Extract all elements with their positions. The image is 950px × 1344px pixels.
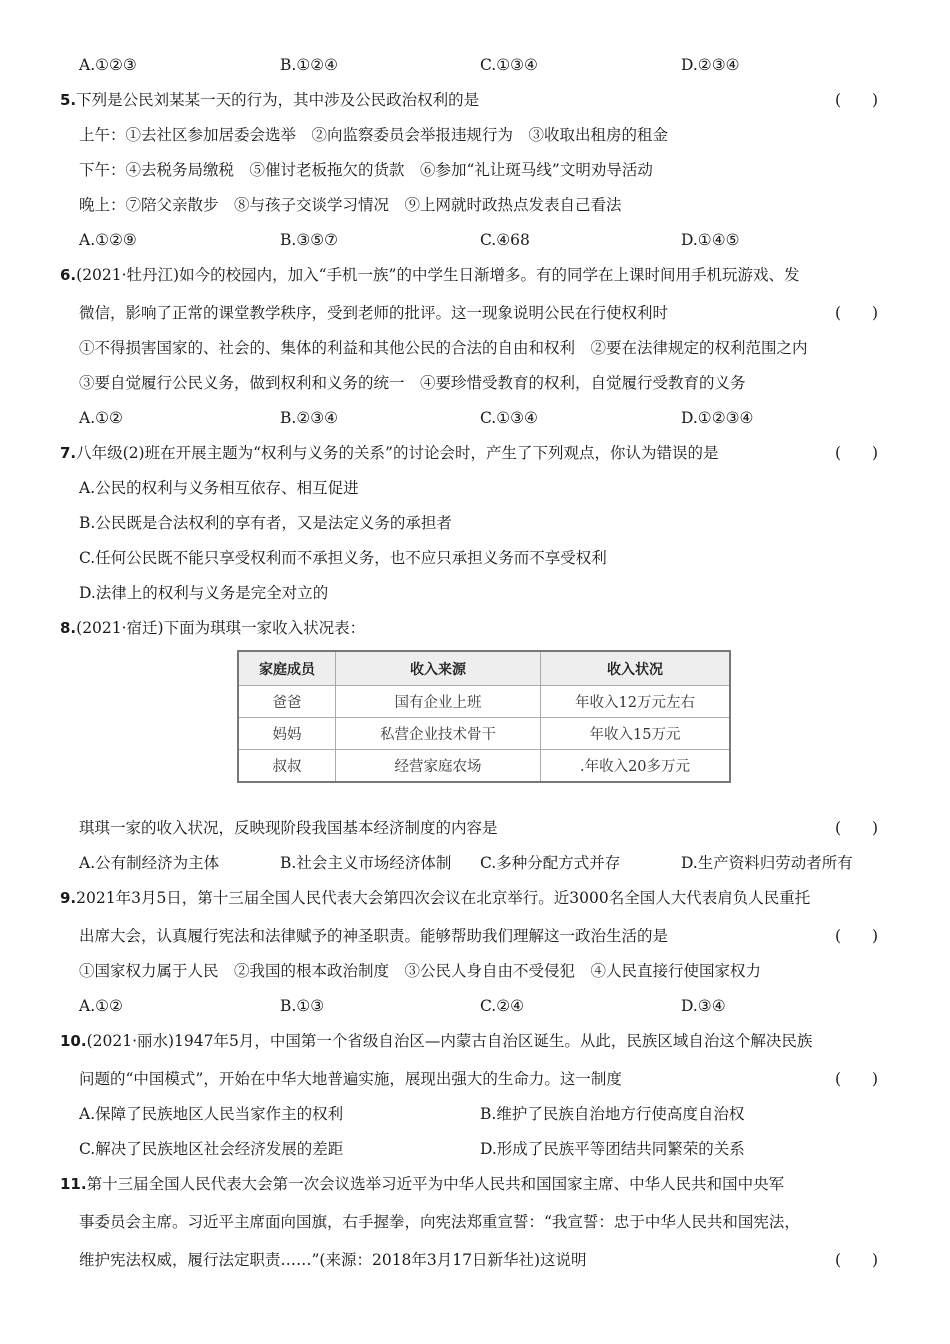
table-cell: 叔叔 xyxy=(238,750,336,783)
q9-statements: ①国家权力属于人民 ②我国的根本政治制度 ③公民人身自由不受侵犯 ④人民直接行使国家权力 xyxy=(79,962,762,980)
q11-stem-text1: 第十三届全国人民代表大会第一次会议选举习近平为中华人民共和国国家主席、中华人民共和国中央军 xyxy=(86,1175,785,1193)
q6-option-c: C.①③④ xyxy=(480,409,538,427)
q7-option-a: A.公民的权利与义务相互依存、相互促进 xyxy=(79,479,359,497)
q11-stem-line2: 事委员会主席。习近平主席面向国旗，右手握拳，向宪法郑重宣誓：“我宣誓：忠于中华人民共和国宪法， xyxy=(79,1213,800,1231)
q5-option-a: A.①②⑨ xyxy=(79,231,137,249)
income-table-header-row xyxy=(238,651,730,686)
q9-number: 9. xyxy=(60,889,77,907)
q10-option-d: D.形成了民族平等团结共同繁荣的关系 xyxy=(480,1140,745,1158)
q8-option-d: D.生产资料归劳动者所有 xyxy=(681,854,853,872)
q6-number: 6. xyxy=(60,266,77,284)
q5-option-c: C.④68 xyxy=(480,231,530,249)
q11-stem-line1 xyxy=(60,1173,784,1195)
table-cell: 年收入12万元左右 xyxy=(541,686,731,718)
q9-option-d: D.③④ xyxy=(681,997,726,1015)
q5-evening: 晚上：⑦陪父亲散步 ⑧与孩子交谈学习情况 ⑨上网就时政热点发表自己看法 xyxy=(79,196,622,214)
income-table xyxy=(237,650,731,783)
q5-number: 5. xyxy=(60,91,77,109)
q9-stem-text1: 2021年3月5日，第十三届全国人民代表大会第四次会议在北京举行。近3000名全国人大代表肩负人民重托 xyxy=(76,889,811,907)
q8-option-c: C.多种分配方式并存 xyxy=(480,854,621,872)
q4-option-a: A.①②③ xyxy=(79,56,137,74)
q8-option-b: B.社会主义市场经济体制 xyxy=(280,854,452,872)
q9-answer-paren: ( ) xyxy=(835,927,879,945)
table-cell: 年收入15万元 xyxy=(541,718,731,750)
q10-option-a: A.保障了民族地区人民当家作主的权利 xyxy=(79,1105,344,1123)
q8-stem xyxy=(60,617,365,639)
q6-option-b: B.②③④ xyxy=(280,409,339,427)
q10-stem-line1 xyxy=(60,1030,812,1052)
q6-statement-1: ①不得损害国家的、社会的、集体的利益和其他公民的合法的自由和权利 ②要在法律规定的权利范围之内 xyxy=(79,339,808,357)
table-cell: .年收入20多万元 xyxy=(541,750,731,783)
q4-option-c: C.①③④ xyxy=(480,56,538,74)
q9-option-b: B.①③ xyxy=(280,997,325,1015)
q8-question: 琪琪一家的收入状况，反映现阶段我国基本经济制度的内容是 xyxy=(79,819,498,837)
q5-answer-paren: ( ) xyxy=(835,91,879,109)
table-header-status: 收入状况 xyxy=(541,651,731,686)
table-header-source: 收入来源 xyxy=(336,651,541,686)
q9-stem-line1 xyxy=(60,887,810,909)
q6-statement-2: ③要自觉履行公民义务，做到权利和义务的统一 ④要珍惜受教育的权利，自觉履行受教育的义务 xyxy=(79,374,746,392)
q7-option-b: B.公民既是合法权利的享有者，又是法定义务的承担者 xyxy=(79,514,452,532)
q6-stem-line2: 微信，影响了正常的课堂教学秩序，受到老师的批评。这一现象说明公民在行使权利时 xyxy=(79,304,669,322)
q10-number: 10. xyxy=(60,1032,87,1050)
table-header-member: 家庭成员 xyxy=(238,651,336,686)
q7-number: 7. xyxy=(60,444,77,462)
q7-stem-text: 八年级(2)班在开展主题为“权利与义务的关系”的讨论会时，产生了下列观点，你认为错误的是 xyxy=(76,444,719,462)
q9-option-a: A.①② xyxy=(79,997,123,1015)
q11-number: 11. xyxy=(60,1175,87,1193)
q8-answer-paren: ( ) xyxy=(835,819,879,837)
q7-option-d: D.法律上的权利与义务是完全对立的 xyxy=(79,584,329,602)
table-row xyxy=(238,750,730,783)
table-row xyxy=(238,718,730,750)
q6-stem-text1: (2021·牡丹江)如今的校园内，加入“手机一族”的中学生日渐增多。有的同学在上课时间用手机玩游戏、发 xyxy=(76,266,800,284)
q8-option-a: A.公有制经济为主体 xyxy=(79,854,220,872)
q5-morning: 上午：①去社区参加居委会选举 ②向监察委员会举报违规行为 ③收取出租房的租金 xyxy=(79,126,669,144)
q5-stem xyxy=(60,89,479,111)
q7-option-c: C.任何公民既不能只享受权利而不承担义务，也不应只承担义务而不享受权利 xyxy=(79,549,607,567)
q4-option-d: D.②③④ xyxy=(681,56,740,74)
q6-answer-paren: ( ) xyxy=(835,304,879,322)
q5-afternoon: 下午：④去税务局缴税 ⑤催讨老板拖欠的货款 ⑥参加“礼让斑马线”文明劝导活动 xyxy=(79,161,653,179)
table-cell: 爸爸 xyxy=(238,686,336,718)
q10-stem-line2: 问题的“中国模式”，开始在中华大地普遍实施，展现出强大的生命力。这一制度 xyxy=(79,1070,622,1088)
q8-number: 8. xyxy=(60,619,77,637)
q9-stem-line2: 出席大会，认真履行宪法和法律赋予的神圣职责。能够帮助我们理解这一政治生活的是 xyxy=(79,927,669,945)
table-cell: 国有企业上班 xyxy=(336,686,541,718)
q10-stem-text1: (2021·丽水)1947年5月，中国第一个省级自治区—内蒙古自治区诞生。从此，民族区域自治这个解决民族 xyxy=(86,1032,813,1050)
q11-answer-paren: ( ) xyxy=(835,1251,879,1269)
table-cell: 私营企业技术骨干 xyxy=(336,718,541,750)
q7-stem xyxy=(60,442,718,464)
table-cell: 妈妈 xyxy=(238,718,336,750)
q6-option-d: D.①②③④ xyxy=(681,409,754,427)
q6-option-a: A.①② xyxy=(79,409,123,427)
q5-stem-text: 下列是公民刘某某一天的行为，其中涉及公民政治权利的是 xyxy=(76,91,480,109)
table-row xyxy=(238,686,730,718)
table-cell: 经营家庭农场 xyxy=(336,750,541,783)
q11-stem-line3: 维护宪法权威，履行法定职责……”(来源：2018年3月17日新华社)这说明 xyxy=(79,1251,587,1269)
q8-stem-text: (2021·宿迁)下面为琪琪一家收入状况表： xyxy=(76,619,366,637)
q5-option-d: D.①④⑤ xyxy=(681,231,740,249)
q10-option-b: B.维护了民族自治地方行使高度自治权 xyxy=(480,1105,745,1123)
q10-option-c: C.解决了民族地区社会经济发展的差距 xyxy=(79,1140,344,1158)
q4-option-b: B.①②④ xyxy=(280,56,339,74)
q5-option-b: B.③⑤⑦ xyxy=(280,231,339,249)
q10-answer-paren: ( ) xyxy=(835,1070,879,1088)
q9-option-c: C.②④ xyxy=(480,997,525,1015)
q6-stem-line1 xyxy=(60,264,799,286)
q7-answer-paren: ( ) xyxy=(835,444,879,462)
